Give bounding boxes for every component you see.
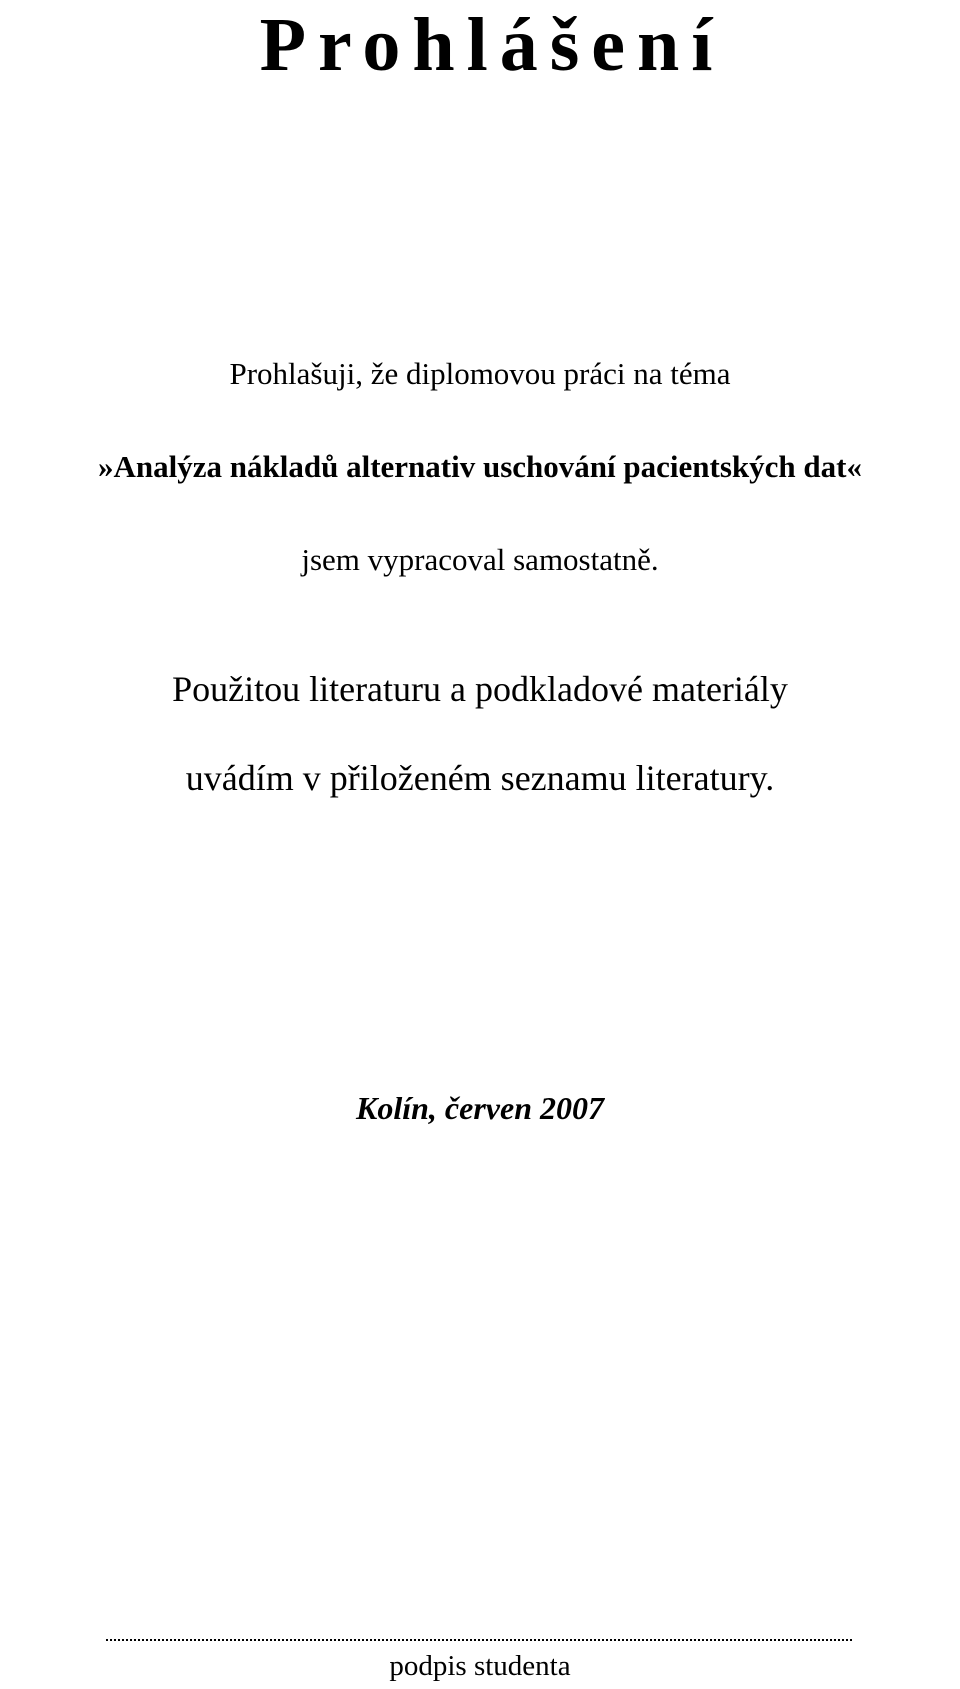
signature-label: podpis studenta: [389, 1650, 571, 1682]
literature-statement-line-1: Použitou literaturu a podkladové materiály: [172, 669, 788, 709]
signature-dotted-line: [106, 1639, 852, 1641]
literature-statement-line-2: uvádím v přiloženém seznamu literatury.: [185, 758, 775, 798]
declaration-statement: jsem vypracoval samostatně.: [301, 542, 659, 577]
page-title: Prohlášení: [259, 3, 725, 87]
declaration-intro: Prohlašuji, že diplomovou práci na téma: [229, 356, 731, 391]
thesis-title: »Analýza nákladů alternativ uschování pacientských dat«: [98, 449, 862, 484]
place-and-date: Kolín, červen 2007: [356, 1090, 604, 1126]
